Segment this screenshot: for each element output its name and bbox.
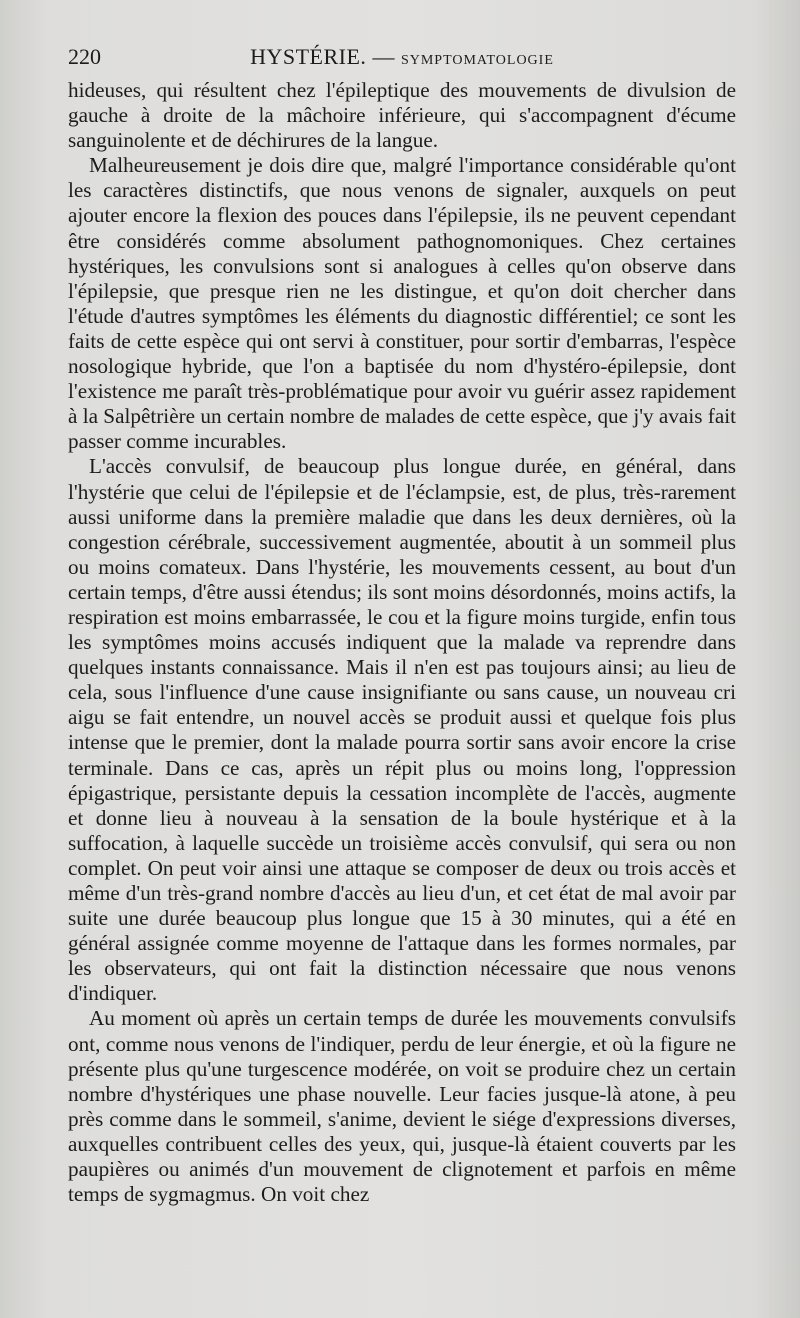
body-text	[68, 78, 736, 1207]
page-header	[68, 44, 736, 74]
paragraph: Au moment où après un certain temps de durée les mouvements convulsifs ont, comme nous venons de l'indiquer, perdu de leur énergie, et où la figure ne présente plus qu'une turgescence modérée, on voit se produire chez un certain nombre d'hystériques une phase nouvelle. Leur facies jusque-là atone, à peu près comme dans le sommeil, s'anime, devient le siége d'expressions diverses, auxquelles contribuent celles des yeux, qui, jusque-là étaient couverts par les paupières ou animés d'un mouvement de clignotement et parfois en même temps de sygmagmus. On voit chez	[68, 1006, 736, 1207]
running-title	[68, 44, 736, 70]
paragraph: Malheureusement je dois dire que, malgré l'importance considérable qu'ont les caractères distinctifs, que nous venons de signaler, auxquels on peut ajouter encore la flexion des pouces dans l'épilepsie, ils ne peuvent cependant être considérés comme absolument pathognomoniques. Chez certaines hystériques, les convulsions sont si analogues à celles qu'on observe dans l'épilepsie, que presque rien ne les distingue, et qu'on doit chercher dans l'étude d'autres symptômes les éléments du diagnostic différentiel; ce sont les faits de cette espèce qui ont servi à constituer, pour sortir d'embarras, l'espèce nosologique hybride, que l'on a baptisée du nom d'hystéro-épilepsie, dont l'existence me paraît très-problématique pour avoir vu guérir assez rapidement à la Salpêtrière un certain nombre de malades de cette espèce, que j'y avais fait passer comme incurables.	[68, 153, 736, 454]
running-title-separator: —	[372, 44, 395, 69]
running-title-section: SYMPTOMATOLOGIE	[400, 53, 554, 68]
paragraph: hideuses, qui résultent chez l'épileptique des mouvements de divulsion de gauche à droite de la mâchoire inférieure, qui s'accompagnent d'écume sanguinolente et de déchirures de la langue.	[68, 78, 736, 153]
running-title-main: HYSTÉRIE.	[250, 44, 367, 69]
page-number: 220	[68, 44, 101, 69]
paragraph: L'accès convulsif, de beaucoup plus longue durée, en général, dans l'hystérie que celui de l'épilepsie et de l'éclampsie, est, de plus, très-rarement aussi uniforme dans la première maladie que dans les deux dernières, où la congestion cérébrale, successivement augmentée, aboutit à un sommeil plus ou moins comateux. Dans l'hystérie, les mouvements cessent, au bout d'un certain temps, d'être aussi étendus; ils sont moins désordonnés, moins actifs, la respiration est moins embarrassée, le cou et la figure moins turgide, enfin tous les symptômes moins accusés indiquent que la malade va reprendre dans quelques instants connaissance. Mais il n'en est pas toujours ainsi; au lieu de cela, sous l'influence d'une cause insignifiante ou sans cause, un nouveau cri aigu se fait entendre, un nouvel accès se produit aussi et quelque fois plus intense que le premier, dont la malade pourra sortir sans avoir encore la crise terminale. Dans ce cas, après un répit plus ou moins long, l'oppression épigastrique, persistante depuis la cessation incomplète de l'accès, augmente et donne lieu à nouveau à la sensation de la boule hystérique et à la suffocation, à laquelle succède un troisième accès convulsif, qui sera ou non complet. On peut voir ainsi une attaque se composer de deux ou trois accès et même d'un très-grand nombre d'accès au lieu d'un, et cet état de mal avoir par suite une durée beaucoup plus longue que 15 à 30 minutes, qui a été en général assignée comme moyenne de l'attaque dans les formes normales, par les observateurs, qui ont fait la distinction nécessaire que nous venons d'indiquer.	[68, 454, 736, 1006]
